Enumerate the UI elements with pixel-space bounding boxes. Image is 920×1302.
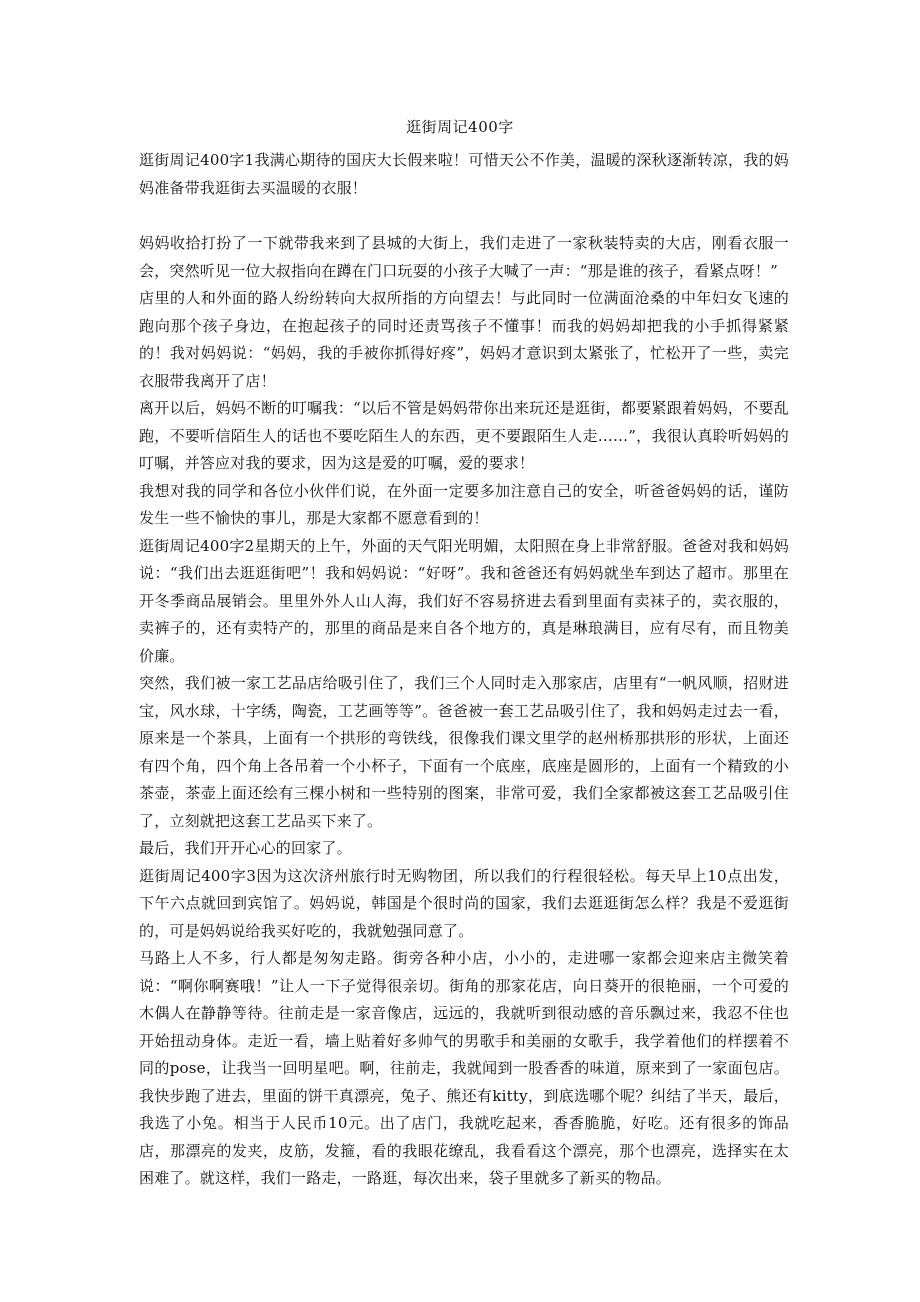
paragraph-2: 妈妈收拾打扮了一下就带我来到了县城的大街上，我们走进了一家秋装特卖的大店，刚看衣服一会，突然听见一位大叔指向在蹲在门口玩耍的小孩子大喊了一声：“那是谁的孩子，看紧点呀！” [139,234,789,280]
paragraph-5: 我想对我的同学和各位小伙伴们说，在外面一定要多加注意自己的安全，听爸爸妈妈的话，谨防发生一些不愉快的事儿，那是大家都不愿意看到的！ [139,481,789,527]
paragraph-1: 逛街周记400字1我满心期待的国庆大长假来啦！可惜天公不作美，温暖的深秋逐渐转凉，我的妈妈准备带我逛街去买温暖的衣服！ [139,151,789,197]
paragraph-4: 离开以后，妈妈不断的叮嘱我：“以后不管是妈妈带你出来玩还是逛街，都要紧跟着妈妈，不要乱跑，不要听信陌生人的话也不要吃陌生人的东西，更不要跟陌生人走……”，我很认真聆听妈妈的叮嘱，并答应对我的要求，因为这是爱的叮嘱，爱的要求！ [139,399,789,472]
paragraph-10: 马路上人不多，行人都是匆匆走路。街旁各种小店，小小的，走进哪一家都会迎来店主微笑着说：“啊你啊赛哦！”让人一下子觉得很亲切。街角的那家花店，向日葵开的很艳丽，一个可爱的木偶人在静静等待。往前走是一家音像店，远远的，我就听到很动感的音乐飘过来，我忍不住也开始扭动身体。走近一看，墙上贴着好多帅气的男歌手和美丽的女歌手，我学着他们的样摆着不同的pose，让我当一回明星吧。啊，往前走，我就闻到一股香香的味道，原来到了一家面包店。我快步跑了进去，里面的饼干真漂亮，兔子、熊还有kitty，到底选哪个呢？纠结了半天，最后，我选了小兔。相当于人民币10元。出了店门，我就吃起来，香香脆脆，好吃。还有很多的饰品店，那漂亮的发夹，皮筋，发箍，看的我眼花缭乱，我看看这个漂亮，那个也漂亮，选择实在太困难了。就这样，我们一路走，一路逛，每次出来，袋子里就多了新买的物品。 [139,949,789,1187]
paragraph-7: 突然，我们被一家工艺品店给吸引住了，我们三个人同时走入那家店，店里有“一帆风顺，招财进宝，风水球，十字绣，陶瓷，工艺画等等”。爸爸被一套工艺品吸引住了，我和妈妈走过去一看，原来是一个茶具，上面有一个拱形的弯铁线，很像我们课文里学的赵州桥那拱形的形状，上面还有四个角，四个角上各吊着一个小杯子，下面有一个底座，底座是圆形的，上面有一个精致的小茶壶，茶壶上面还绘有三棵小树和一些特别的图案，非常可爱，我们全家都被这套工艺品吸引住了，立刻就把这套工艺品买下来了。 [139,674,789,830]
document-body [139,147,789,1193]
paragraph-3: 店里的人和外面的路人纷纷转向大叔所指的方向望去！与此同时一位满面沧桑的中年妇女飞速的跑向那个孩子身边，在抱起孩子的同时还责骂孩子不懂事！而我的妈妈却把我的小手抓得紧紧的！我对妈妈说：“妈妈，我的手被你抓得好疼”，妈妈才意识到太紧张了，忙松开了一些，卖完衣服带我离开了店！ [139,289,789,390]
paragraph-6: 逛街周记400字2星期天的上午，外面的天气阳光明媚，太阳照在身上非常舒服。爸爸对我和妈妈说：“我们出去逛逛街吧”！我和妈妈说：“好呀”。我和爸爸还有妈妈就坐车到达了超市。那里在开冬季商品展销会。里里外外人山人海，我们好不容易挤进去看到里面有卖袜子的，卖衣服的，卖裤子的，还有卖特产的，那里的商品是来自各个地方的，真是琳琅满目，应有尽有，而且物美价廉。 [139,536,789,665]
blank-line [139,202,789,230]
paragraph-8: 最后，我们开开心心的回家了。 [139,839,352,857]
paragraph-9: 逛街周记400字3因为这次济州旅行时无购物团，所以我们的行程很轻松。每天早上10点出发，下午六点就回到宾馆了。妈妈说，韩国是个很时尚的国家，我们去逛逛街怎么样？我是不爱逛街的，可是妈妈说给我买好吃的，我就勉强同意了。 [139,866,789,940]
document-title: 逛街周记400字 [406,118,514,136]
